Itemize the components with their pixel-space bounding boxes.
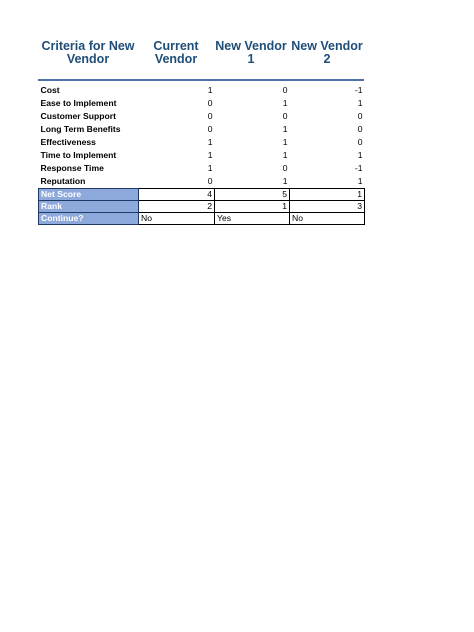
criteria-label: Customer Support: [40, 111, 116, 121]
new-vendor-2-score[interactable]: 0: [357, 111, 363, 121]
criteria-label: Effectiveness: [40, 137, 96, 147]
new-vendor-2-score[interactable]: 0: [357, 124, 363, 134]
current-vendor-score[interactable]: 1: [207, 163, 213, 173]
criteria-label: Response Time: [40, 163, 104, 173]
new-vendor-2-score[interactable]: 1: [357, 98, 363, 108]
criteria-label: Time to Implement: [40, 150, 117, 160]
criteria-label: Cost: [40, 85, 60, 95]
new-vendor-2-score[interactable]: -1: [354, 85, 363, 95]
header-divider: [38, 79, 364, 81]
header-new-vendor-1: New Vendor 1: [215, 39, 287, 66]
new-vendor-1-score[interactable]: 1: [282, 124, 288, 134]
criteria-row: [39, 149, 365, 162]
new-vendor-1-score[interactable]: 0: [282, 111, 288, 121]
rank-vendor-2[interactable]: 3: [290, 201, 365, 213]
criteria-row: [39, 84, 365, 97]
vendor-criteria-sheet: [38, 40, 364, 225]
new-vendor-1-score[interactable]: 1: [282, 137, 288, 147]
net-score-current[interactable]: 4: [139, 189, 215, 201]
new-vendor-2-score[interactable]: 1: [357, 176, 363, 186]
new-vendor-2-score[interactable]: 1: [357, 150, 363, 160]
criteria-label: Long Term Benefits: [40, 124, 121, 134]
new-vendor-1-score[interactable]: 0: [282, 163, 288, 173]
criteria-row: [39, 162, 365, 175]
continue-vendor-1[interactable]: Yes: [215, 213, 290, 225]
header-current-vendor: Current Vendor: [153, 39, 199, 66]
continue-current[interactable]: No: [139, 213, 215, 225]
header-criteria: Criteria for New Vendor: [41, 39, 135, 66]
criteria-table: [38, 84, 365, 225]
continue-row: [39, 213, 365, 225]
new-vendor-1-score[interactable]: 1: [282, 176, 288, 186]
criteria-row: [39, 110, 365, 123]
net-score-vendor-2[interactable]: 1: [290, 189, 365, 201]
net-score-vendor-1[interactable]: 5: [215, 189, 290, 201]
new-vendor-1-score[interactable]: 1: [282, 150, 288, 160]
rank-row: [39, 201, 365, 213]
criteria-row: [39, 175, 365, 189]
net-score-label: Net Score: [39, 189, 139, 201]
new-vendor-1-score[interactable]: 0: [282, 85, 288, 95]
new-vendor-2-score[interactable]: 0: [357, 137, 363, 147]
criteria-row: [39, 136, 365, 149]
criteria-row: [39, 97, 365, 110]
current-vendor-score[interactable]: 0: [207, 176, 213, 186]
continue-vendor-2[interactable]: No: [290, 213, 365, 225]
rank-label: Rank: [39, 201, 139, 213]
current-vendor-score[interactable]: 0: [207, 98, 213, 108]
rank-current[interactable]: 2: [139, 201, 215, 213]
net-score-row: [39, 189, 365, 201]
header-row: [38, 40, 364, 78]
current-vendor-score[interactable]: 1: [207, 137, 213, 147]
header-new-vendor-2: New Vendor 2: [291, 39, 363, 66]
continue-label: Continue?: [39, 213, 139, 225]
new-vendor-1-score[interactable]: 1: [282, 98, 288, 108]
criteria-row: [39, 123, 365, 136]
criteria-label: Reputation: [40, 176, 86, 186]
rank-vendor-1[interactable]: 1: [215, 201, 290, 213]
current-vendor-score[interactable]: 1: [207, 85, 213, 95]
criteria-label: Ease to Implement: [40, 98, 117, 108]
current-vendor-score[interactable]: 0: [207, 124, 213, 134]
new-vendor-2-score[interactable]: -1: [354, 163, 363, 173]
current-vendor-score[interactable]: 1: [207, 150, 213, 160]
current-vendor-score[interactable]: 0: [207, 111, 213, 121]
